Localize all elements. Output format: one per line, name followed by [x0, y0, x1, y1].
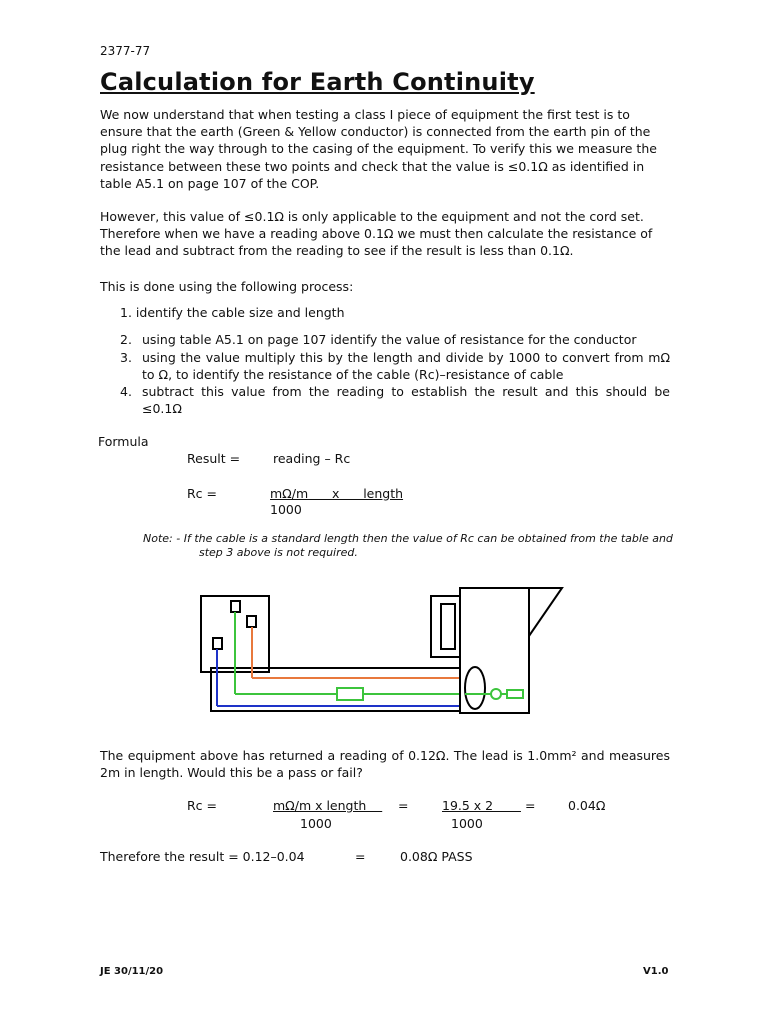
- equipment-panel-inner: [441, 604, 455, 649]
- cable-resistor: [337, 688, 363, 700]
- step-1: [120, 305, 345, 320]
- formula-rc-denominator: 1000: [270, 502, 302, 517]
- footer-version: V1.0: [643, 966, 669, 977]
- earth-pin: [231, 601, 240, 612]
- circuit-diagram: [195, 580, 575, 720]
- example-question: The equipment above has returned a reading of 0.12Ω. The lead is 1.0mm² and measures 2m in length. Would this be a pass or fail?: [100, 748, 670, 781]
- result-text: Therefore the result = 0.12–0.04: [100, 849, 305, 864]
- example-denominator-1: 1000: [300, 816, 332, 831]
- formula-result-lhs: Result =: [187, 451, 241, 466]
- step-number: 3.: [120, 350, 132, 365]
- example-equals-2: =: [525, 798, 536, 813]
- result-value: 0.08Ω PASS: [400, 849, 473, 864]
- note: [143, 532, 673, 560]
- note-line-1: Note: - If the cable is a standard length then the value of Rc can be obtained from the table and: [143, 532, 673, 545]
- live-pin: [247, 616, 256, 627]
- example-numerator-1: mΩ/m x length: [273, 798, 383, 813]
- neutral-pin: [213, 638, 222, 649]
- intro-paragraph-2: However, this value of ≤0.1Ω is only applicable to the equipment and not the cord set. Therefore when we have a reading above 0.1Ω we must then calculate the resistance of the lead and subtract from the reading to see if the result is less than 0.1Ω.: [100, 209, 653, 259]
- step-3: [120, 349, 670, 383]
- formula-result-rhs: reading – Rc: [273, 451, 351, 466]
- formula-rc-lhs: Rc =: [187, 486, 218, 501]
- step-text: using the value multiply this by the length and divide by 1000 to convert from mΩ to Ω, to identify the resistance of the cable (Rc)–resistance of cable: [142, 350, 670, 383]
- step-number: 4.: [120, 384, 132, 399]
- step-number: 1.: [120, 305, 132, 320]
- note-line-2: step 3 above is not required.: [199, 546, 358, 559]
- example-equals-1: =: [398, 798, 409, 813]
- earth-terminal: [491, 689, 501, 699]
- step-number: 2.: [120, 332, 132, 347]
- result-equals: =: [355, 849, 366, 864]
- page-title: Calculation for Earth Continuity: [100, 68, 535, 96]
- example-rc-lhs: Rc =: [187, 798, 218, 813]
- equipment-spout: [529, 588, 562, 636]
- step-text: identify the cable size and length: [135, 305, 345, 320]
- formula-rc-numerator: mΩ/m x length: [270, 486, 404, 501]
- step-text: using table A5.1 on page 107 identify the value of resistance for the conductor: [142, 332, 637, 347]
- example-answer: 0.04Ω: [568, 798, 606, 813]
- step-text: subtract this value from the reading to establish the result and this should be ≤0.1Ω: [142, 384, 670, 417]
- example-numerator-2: 19.5 x 2: [442, 798, 521, 813]
- equipment-resistor: [507, 690, 523, 698]
- process-intro: This is done using the following process:: [100, 279, 354, 294]
- document-reference: 2377-77: [100, 44, 151, 58]
- example-denominator-2: 1000: [451, 816, 483, 831]
- formula-label: Formula: [98, 434, 149, 449]
- intro-paragraph-1: We now understand that when testing a class I piece of equipment the first test is to ensure that the earth (Green & Yellow conductor) is connected from the earth pin of the plug right the way through to the casing of the equipment. To verify this we measure the resistance between these two points and check that the value is ≤0.1Ω as identified in table A5.1 on page 107 of the COP.: [100, 107, 657, 191]
- step-4: [120, 383, 670, 417]
- footer-author-date: JE 30/11/20: [100, 966, 164, 977]
- step-2: [120, 331, 670, 348]
